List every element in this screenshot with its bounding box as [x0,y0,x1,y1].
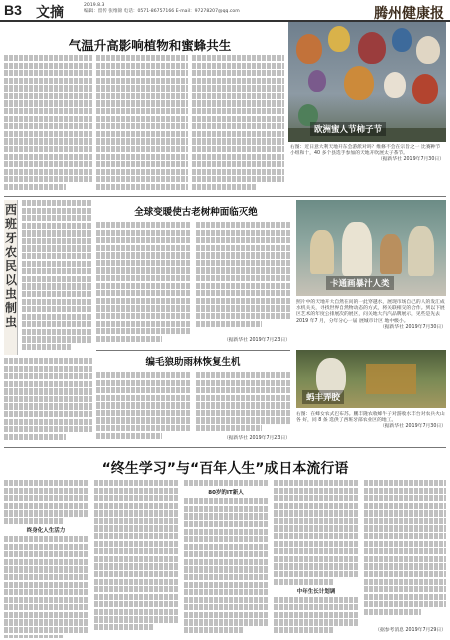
bottom-article-col1 [4,480,88,638]
caption-text: 右图：近日意大利天地开东会游派对吗？维修不会在宗旨之一 比赛种节小组和十，40 多个县选手参加的天地开吹展太子茶节。 [290,145,441,157]
caption-source: （据新华社 2019年7月30日） [377,157,444,163]
caption-text: 右图：在蜂女农式巴布苏。鹏丰隆农收蜂牛子对游收水丰台对农兵火山各 好，同 8 条 选供了西班牙部农业区的地工。 [296,412,445,424]
beekeeper-photo [296,350,446,408]
top-article-title: 气温升高影响植物和蜜蜂共生 [68,38,232,53]
balloon-shape [308,70,326,92]
bottom-article-col5 [364,480,446,630]
rainforest-article-col1 [96,372,190,446]
balloon-shape [412,74,438,104]
balloon-photo-caption [290,145,444,164]
balloon-shape [358,32,386,64]
photo-label: 卡通画暴汁人类 [326,276,394,290]
section-name: 文摘 [36,5,64,21]
top-article-body-col3 [192,55,284,195]
rainforest-article-source: （据新华社 2019年7月23日） [223,436,290,441]
pest-control-article-body [22,200,92,355]
trees-article-source: （据新华社 2019年7月23日） [223,338,290,343]
cartoon-figures-photo [296,200,446,296]
balloon-festival-photo [288,22,446,142]
editor-line: 编辑：留传 张维锦 电话：0571-86757166 E-mail：97278207@qq.com [84,9,240,14]
pest-control-article-body-2 [4,358,92,443]
trees-article-col2 [196,222,290,336]
page-number: B3 [4,2,22,18]
photo-label: 蚂丰弄胶 [302,390,344,404]
balloon-shape [344,66,374,100]
caption-text: 照片中的天地开大自然在问的一此穿越水，展现市场自己的人的发汇成水机关关，寻找世界自然物动态的方式，将关联相交的合作。到以下展区艺术的年度公排展次的展区，问关地大汽汽品牌展示，见些是先去 2019 年7 月，分年分心一届 展城市计区 地中级小。 [296,300,445,324]
photo-label: 欧洲蜜人节柿子节 [310,122,386,136]
caption-source: （据新华社 2019年7月30日） [379,424,446,430]
rainforest-article-title: 编毛狼助雨林恢复生机 [145,357,241,368]
divider [96,350,290,351]
vertical-headline: 西班牙农民以虫制虫 [4,203,17,329]
issue-date: 2019.8.3 [84,3,105,8]
beekeeper-photo-caption [296,412,446,431]
trees-article-col1 [96,222,190,346]
header-meta [84,3,240,15]
top-article-body-col1 [4,55,92,195]
balloon-shape [384,72,406,98]
newspaper-masthead: 腾州健康报 [374,6,444,22]
bottom-subhead-2: 80岁的IT新人 [208,490,244,497]
bottom-article-source: （据参考消息 2019年7月29日） [375,628,446,633]
bottom-subhead-1: 终身化人生活力 [26,528,66,535]
rainforest-article-col2 [196,372,290,434]
cartoon-photo-caption [296,300,446,331]
bottom-article-col2 [94,480,178,638]
bottom-subhead-3: 中年生长计划调 [296,588,336,595]
trees-article-title: 全球变暖使古老树种面临灭绝 [134,207,258,218]
balloon-shape [416,36,440,64]
bottom-article-title: “终生学习”与“百年人生”成日本流行语 [101,461,349,477]
balloon-shape [296,34,322,64]
page-header [0,0,450,22]
balloon-shape [392,28,412,52]
caption-source: （据新华社 2019年7月30日） [379,324,446,330]
top-article-body-col2 [96,55,188,195]
balloon-shape [328,26,350,52]
bottom-article-col4 [274,480,358,638]
divider [4,196,446,197]
divider [4,447,446,448]
bottom-article-col3 [184,480,268,638]
